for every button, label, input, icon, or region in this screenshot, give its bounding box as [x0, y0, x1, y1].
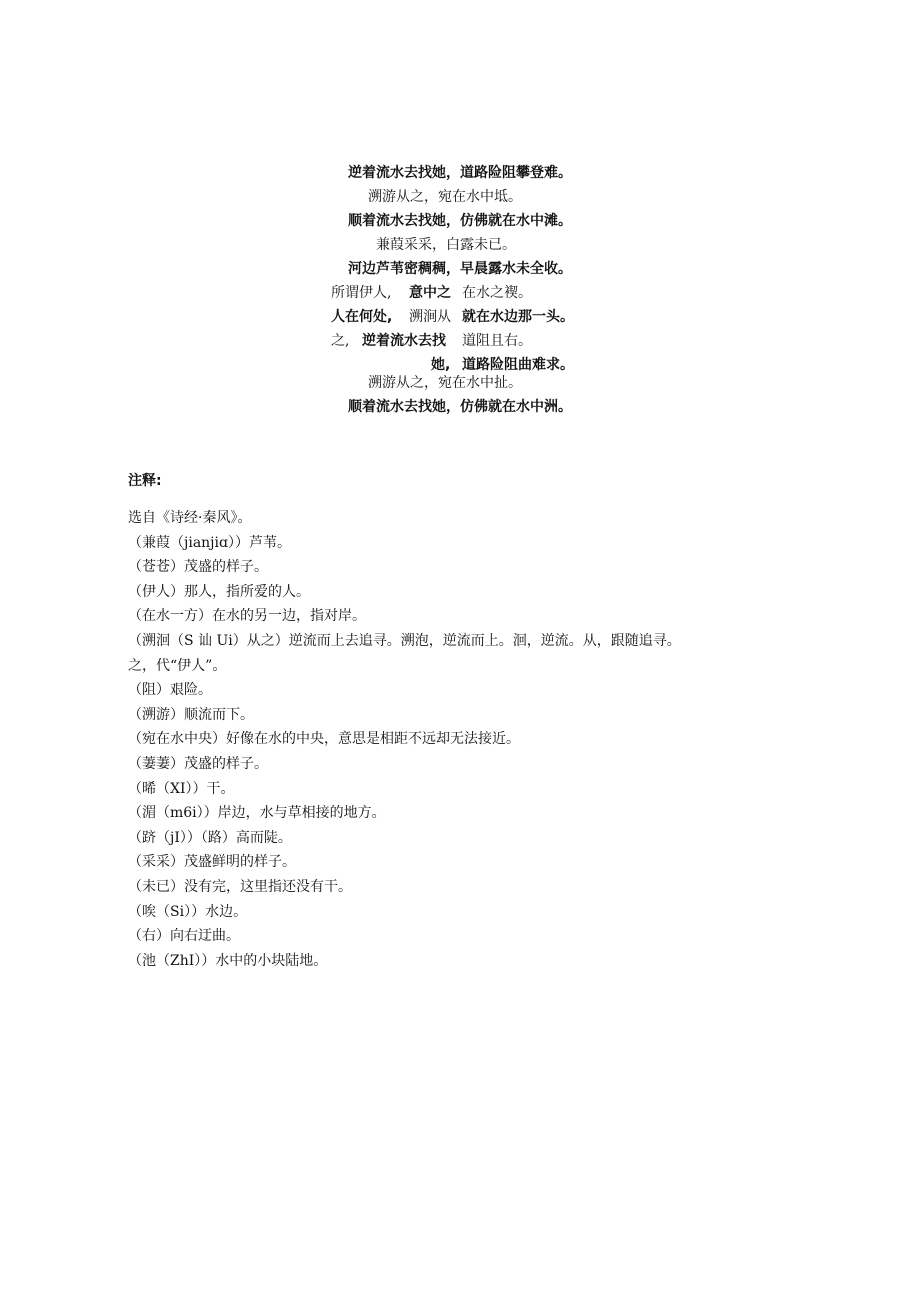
note-item: （未已）没有完，这里指还没有干。 — [128, 878, 352, 895]
poem-line-8 — [0, 329, 920, 353]
poem-line-3: 顺着流水去找她，仿佛就在水中滩。 — [348, 213, 572, 229]
note-item: （阻）艰险。 — [128, 682, 212, 699]
poem-line-6-part-b: 意中之 — [409, 285, 451, 301]
poem-line-7-part-b: 溯涧从 — [409, 309, 451, 325]
note-item: （采采）茂盛鲜明的样子。 — [128, 854, 296, 871]
note-item: （宛在水中央）好像在水的中央，意思是相距不远却无法接近。 — [128, 731, 520, 748]
note-item: 之，代“伊人”。 — [128, 657, 227, 674]
poem-line-8-part-b: 逆着流水去找 — [362, 333, 446, 349]
poem-line-7 — [0, 305, 920, 329]
note-item: （池（ZhI））水中的小块陆地。 — [128, 952, 328, 969]
poem-line-9-part-a: 她, — [431, 357, 451, 373]
note-item: （唉（Si））水边。 — [128, 903, 248, 920]
notes-list — [128, 506, 888, 973]
note-item: （湄（m6i））岸边，水与草相接的地方。 — [128, 805, 386, 822]
poem-block — [0, 161, 920, 419]
note-item: （溯游）顺流而下。 — [128, 706, 254, 723]
note-item: （在水一方）在水的另一边，指对岸。 — [128, 608, 366, 625]
poem-line-10-text: 溯游从之，宛在水中扯。 — [368, 375, 522, 391]
poem-line-8-part-c: 道阻且右。 — [462, 333, 532, 349]
note-item: （伊人）那人，指所爱的人。 — [128, 583, 310, 600]
poem-line-11: 顺着流水去找她，仿佛就在水中洲。 — [348, 399, 572, 415]
note-item: （跻（jI））（路）高而陡。 — [128, 829, 292, 846]
poem-line-6 — [0, 281, 920, 305]
note-item: （萋萋）茂盛的样子。 — [128, 755, 268, 772]
poem-line-2 — [0, 185, 920, 209]
poem-line-10 — [0, 371, 920, 395]
poem-line-9-part-b: 道路险阻曲难求。 — [462, 357, 574, 373]
note-item: （兼葭（jianjiɑ））芦苇。 — [128, 534, 291, 551]
poem-line-5: 河边芦苇密稠稠，早晨露水未全收。 — [348, 261, 572, 277]
note-item: 选自《诗经·秦风》。 — [128, 510, 252, 526]
poem-line-6-part-a: 所谓伊人, — [331, 285, 392, 301]
poem-line-7-part-a: 人在何处, — [331, 309, 393, 325]
note-item: （苍苍）茂盛的样子。 — [128, 559, 268, 576]
note-item: （溯洄（S 讪 Ui）从之）逆流而上去追寻。溯泡，逆流而上。洄，逆流。从，跟随追寻。 — [128, 632, 681, 649]
poem-line-1: 逆着流水去找她，道路险阻攀登难。 — [348, 165, 572, 181]
poem-line-8-part-a: 之, — [331, 333, 350, 349]
note-item: （晞（XI））干。 — [128, 780, 235, 797]
poem-line-2-text: 溯游从之，宛在水中坻。 — [368, 189, 522, 205]
poem-line-6-part-c: 在水之褉。 — [462, 285, 532, 301]
notes-title: 注释: — [128, 473, 162, 489]
poem-line-7-part-c: 就在水边那一头。 — [462, 309, 574, 325]
note-item: （右）向右迂曲。 — [128, 928, 240, 945]
poem-line-4 — [0, 233, 920, 257]
poem-line-4-text: 兼葭采采，白露未已。 — [376, 237, 516, 253]
